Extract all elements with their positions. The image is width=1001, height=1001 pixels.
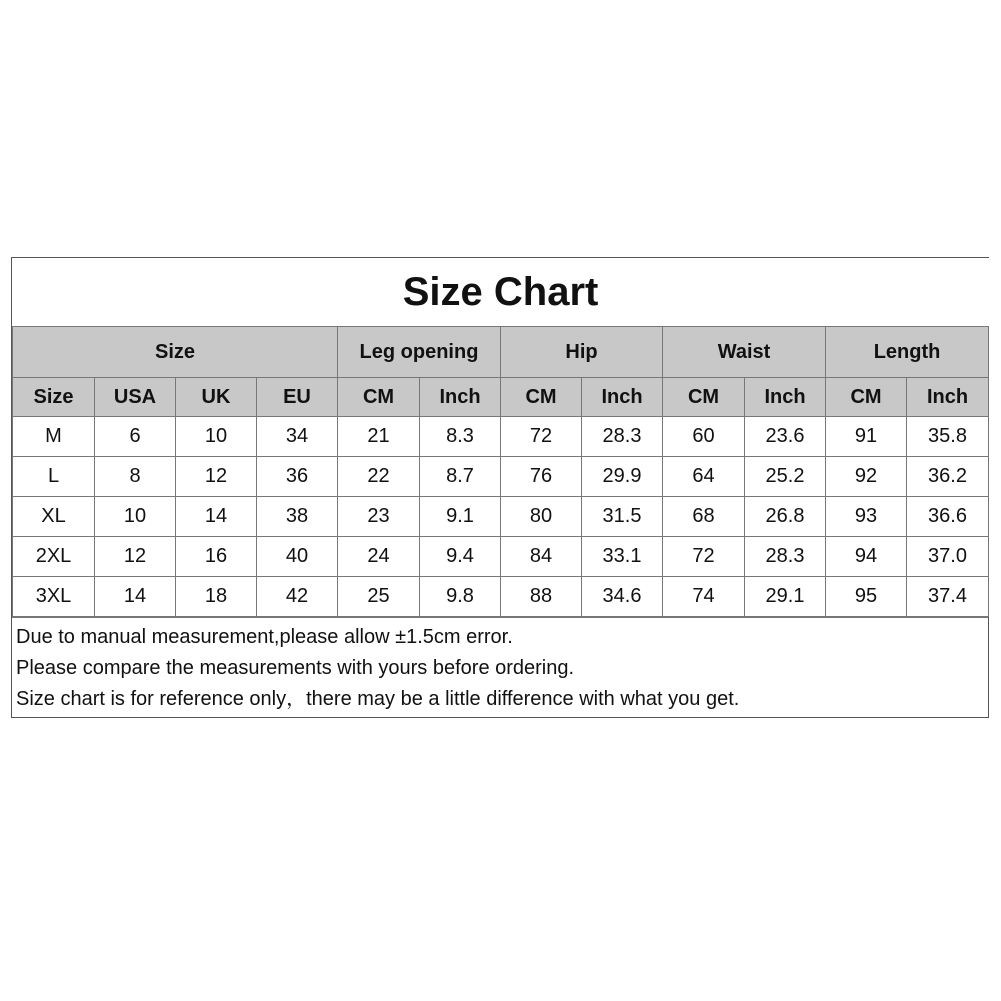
group-header-row: [13, 327, 989, 378]
table-row: [13, 537, 989, 577]
column-header: Inch: [745, 378, 826, 417]
table-row: [13, 457, 989, 497]
column-header: Inch: [907, 378, 989, 417]
table-cell: 12: [176, 457, 257, 497]
table-cell: 9.1: [420, 497, 501, 537]
table-cell: 80: [501, 497, 582, 537]
table-cell: 8.7: [420, 457, 501, 497]
table-cell: 93: [826, 497, 907, 537]
chart-title: Size Chart: [13, 258, 989, 327]
table-cell: 8: [95, 457, 176, 497]
column-header-row: [13, 378, 989, 417]
table-cell: 10: [176, 417, 257, 457]
table-cell: 34.6: [582, 577, 663, 617]
table-cell: M: [13, 417, 95, 457]
table-cell: 8.3: [420, 417, 501, 457]
table-cell: 60: [663, 417, 745, 457]
table-cell: 28.3: [745, 537, 826, 577]
column-header: CM: [826, 378, 907, 417]
column-header: Inch: [420, 378, 501, 417]
table-cell: 23.6: [745, 417, 826, 457]
note-line: Size chart is for reference only，there may be a little difference with what you get.: [16, 688, 740, 710]
table-cell: 35.8: [907, 417, 989, 457]
table-cell: 24: [338, 537, 420, 577]
table-cell: 12: [95, 537, 176, 577]
table-cell: 36.2: [907, 457, 989, 497]
table-row: [13, 417, 989, 457]
table-cell: 14: [95, 577, 176, 617]
table-cell: 33.1: [582, 537, 663, 577]
table-cell: 76: [501, 457, 582, 497]
table-cell: 72: [501, 417, 582, 457]
size-chart: [11, 257, 989, 718]
table-cell: 88: [501, 577, 582, 617]
size-rows: [13, 417, 989, 617]
table-cell: 3XL: [13, 577, 95, 617]
table-cell: 36: [257, 457, 338, 497]
table-cell: 22: [338, 457, 420, 497]
table-cell: 31.5: [582, 497, 663, 537]
table-cell: 28.3: [582, 417, 663, 457]
table-cell: XL: [13, 497, 95, 537]
table-cell: 23: [338, 497, 420, 537]
table-cell: 38: [257, 497, 338, 537]
table-cell: 37.0: [907, 537, 989, 577]
column-header: EU: [257, 378, 338, 417]
table-cell: 95: [826, 577, 907, 617]
table-cell: 14: [176, 497, 257, 537]
table-cell: 25.2: [745, 457, 826, 497]
group-header-hip: Hip: [501, 327, 663, 378]
column-header: CM: [338, 378, 420, 417]
table-cell: 84: [501, 537, 582, 577]
table-row: [13, 577, 989, 617]
column-header: CM: [663, 378, 745, 417]
table-cell: 21: [338, 417, 420, 457]
table-cell: 40: [257, 537, 338, 577]
table-cell: 29.1: [745, 577, 826, 617]
note-line: Please compare the measurements with yours before ordering.: [16, 657, 575, 679]
table-cell: 25: [338, 577, 420, 617]
table-cell: 36.6: [907, 497, 989, 537]
table-cell: 91: [826, 417, 907, 457]
table-cell: 42: [257, 577, 338, 617]
table-cell: 92: [826, 457, 907, 497]
note-line: Due to manual measurement,please allow ±1.5cm error.: [16, 626, 513, 648]
table-cell: 94: [826, 537, 907, 577]
table-cell: L: [13, 457, 95, 497]
column-header: CM: [501, 378, 582, 417]
column-header: Size: [13, 378, 95, 417]
group-header-size: Size: [13, 327, 338, 378]
table-cell: 29.9: [582, 457, 663, 497]
table-cell: 2XL: [13, 537, 95, 577]
table-cell: 37.4: [907, 577, 989, 617]
table-cell: 9.4: [420, 537, 501, 577]
table-cell: 18: [176, 577, 257, 617]
table-cell: 68: [663, 497, 745, 537]
group-header-leg-opening: Leg opening: [338, 327, 501, 378]
table-cell: 64: [663, 457, 745, 497]
table-cell: 10: [95, 497, 176, 537]
table-cell: 72: [663, 537, 745, 577]
table-cell: 16: [176, 537, 257, 577]
table-cell: 34: [257, 417, 338, 457]
table-cell: 74: [663, 577, 745, 617]
table-row: [13, 497, 989, 537]
group-header-length: Length: [826, 327, 989, 378]
column-header: Inch: [582, 378, 663, 417]
column-header: UK: [176, 378, 257, 417]
table-cell: 9.8: [420, 577, 501, 617]
table-cell: 6: [95, 417, 176, 457]
table-cell: 26.8: [745, 497, 826, 537]
chart-notes: [12, 617, 988, 717]
size-chart-table: [12, 258, 989, 617]
column-header: USA: [95, 378, 176, 417]
group-header-waist: Waist: [663, 327, 826, 378]
